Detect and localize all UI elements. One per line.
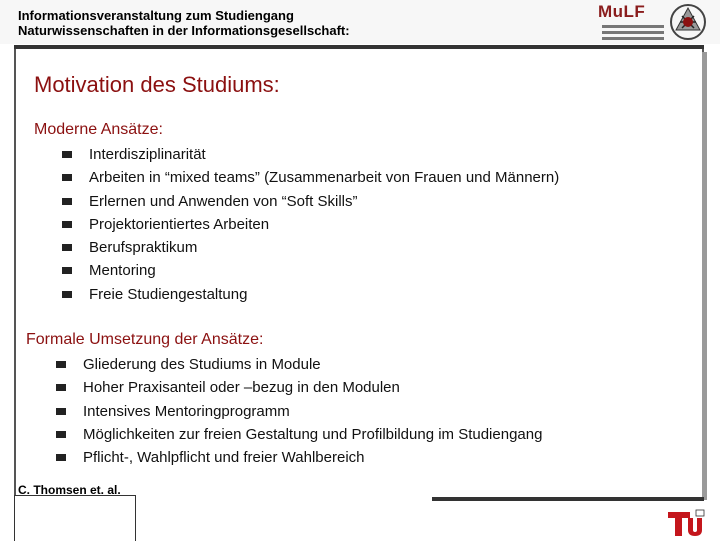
list-item: Arbeiten in “mixed teams” (Zusammenarbeit von Frauen und Männern)	[89, 166, 559, 189]
list-item: Projektorientiertes Arbeiten	[89, 213, 559, 236]
list-item: Intensives Mentoringprogramm	[83, 400, 542, 423]
frame-shadow	[702, 52, 707, 500]
list-item: Erlernen und Anwenden von “Soft Skills”	[89, 190, 559, 213]
bullet-icon	[62, 244, 72, 251]
section-title-modern-approaches: Moderne Ansätze:	[34, 121, 163, 138]
list-item: Mentoring	[89, 259, 559, 282]
bullet-list-modern-approaches	[89, 143, 559, 306]
list-item: Freie Studiengestaltung	[89, 283, 559, 306]
list-item: Interdisziplinarität	[89, 143, 559, 166]
list-item: Hoher Praxisanteil oder –bezug in den Modulen	[83, 376, 542, 399]
list-item: Gliederung des Studiums in Module	[83, 353, 542, 376]
header-title	[18, 8, 578, 38]
bullet-icon	[62, 221, 72, 228]
list-item: Möglichkeiten zur freien Gestaltung und Profilbildung im Studiengang	[83, 423, 542, 446]
slide-header	[0, 0, 720, 44]
mulf-seal-icon	[668, 2, 708, 42]
list-item: Berufspraktikum	[89, 236, 559, 259]
bullet-icon	[56, 454, 66, 461]
footer-author: C. Thomsen et. al.	[18, 483, 121, 497]
bullet-icon	[62, 267, 72, 274]
header-title-line-2: Naturwissenschaften in der Informationsgesellschaft:	[18, 23, 350, 38]
mulf-logo-lines	[602, 22, 664, 43]
bullet-icon	[56, 408, 66, 415]
main-title: Motivation des Studiums:	[34, 72, 280, 97]
bullet-icon	[56, 361, 66, 368]
footer-rule	[432, 497, 704, 501]
list-item: Pflicht-, Wahlpflicht und freier Wahlbereich	[83, 446, 542, 469]
mulf-logo-text: MuLF	[598, 2, 646, 21]
bullet-icon	[56, 384, 66, 391]
footer-box	[14, 495, 136, 541]
bullet-icon	[62, 291, 72, 298]
tu-logo-icon	[666, 508, 706, 538]
bullet-list-formal-implementation	[83, 353, 542, 469]
bullet-icon	[62, 198, 72, 205]
bullet-icon	[62, 151, 72, 158]
mulf-logo	[598, 2, 710, 44]
header-title-line-1: Informationsveranstaltung zum Studiengang	[18, 8, 294, 23]
bullet-icon	[56, 431, 66, 438]
section-title-formal-implementation: Formale Umsetzung der Ansätze:	[26, 331, 264, 348]
bullet-icon	[62, 174, 72, 181]
